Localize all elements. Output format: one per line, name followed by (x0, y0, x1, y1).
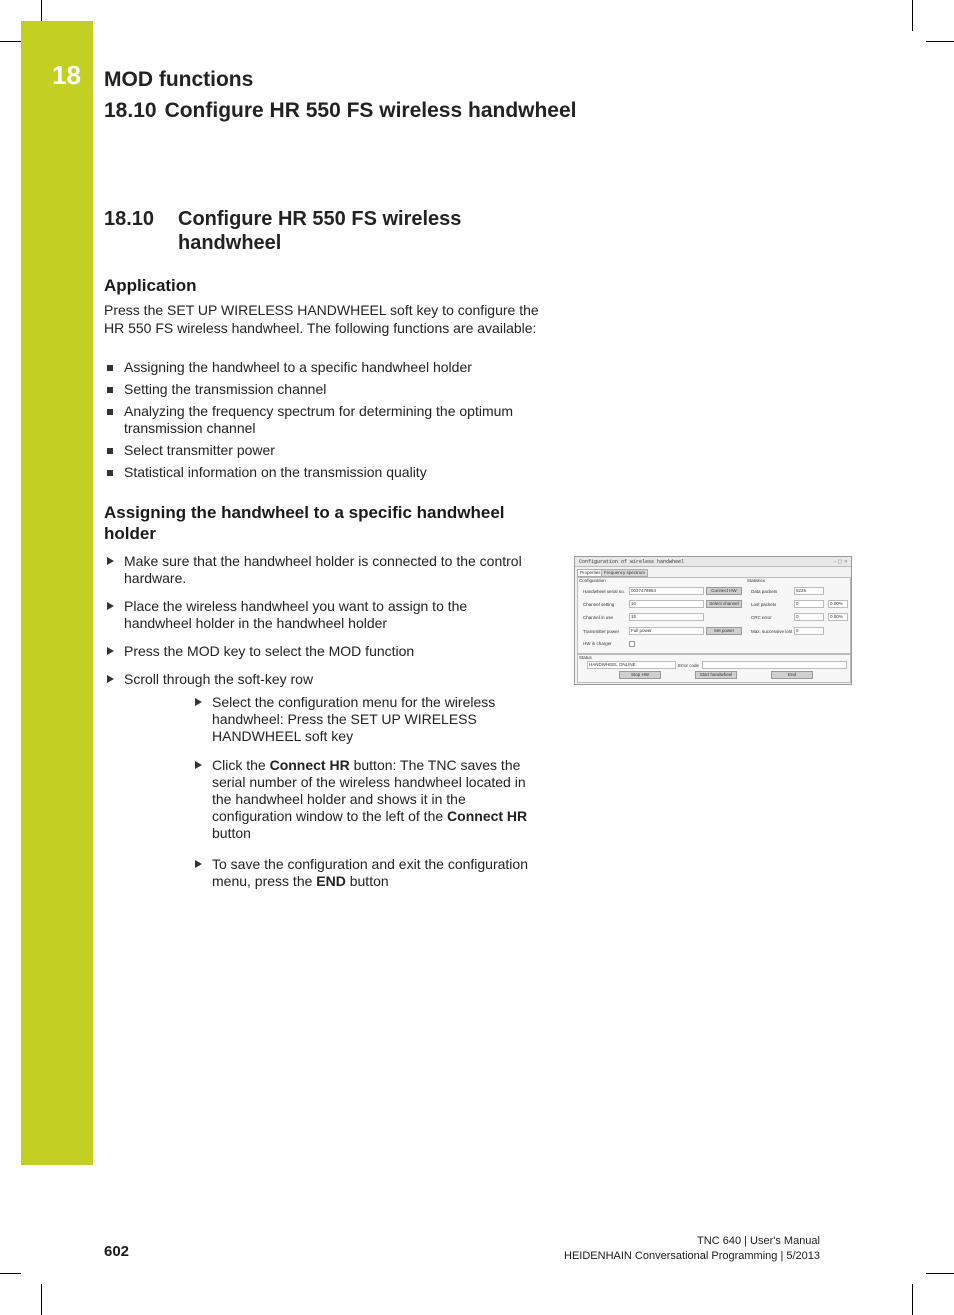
crop-mark (912, 1284, 913, 1315)
footer-manual: TNC 640 | User's Manual (697, 1235, 820, 1247)
footer-publisher: HEIDENHAIN Conversational Programming | 5/2013 (564, 1250, 820, 1262)
substep-arrow-icon (195, 860, 202, 868)
lost-packets-label: Lost packets (751, 602, 777, 607)
max-lost-label: Max. successive lost (751, 629, 793, 634)
bullet-item: Assigning the handwheel to a specific handwheel holder (124, 359, 472, 375)
crop-mark (926, 1273, 954, 1274)
step-item: Make sure that the handwheel holder is connected to the control hardware. (124, 553, 522, 586)
connect-hr-label: Connect HR (447, 808, 528, 824)
connect-hr-label: Connect HR (269, 757, 350, 773)
crop-mark (912, 0, 913, 31)
stop-hw-button[interactable]: Stop HW (619, 671, 661, 679)
config-window-screenshot (574, 556, 852, 685)
crop-mark (0, 1273, 21, 1274)
bullet-icon (107, 448, 113, 454)
chapter-title: MOD functions (104, 68, 254, 91)
bullet-item: Select transmitter power (124, 442, 275, 458)
running-section-number: 18.10 (104, 99, 157, 122)
error-code-field (702, 661, 847, 669)
error-code-label: Error code (678, 663, 700, 668)
crc-error-field: 0 (794, 613, 824, 621)
step-arrow-icon (107, 675, 114, 683)
chapter-number: 18 (52, 60, 81, 90)
section-number: 18.10 (104, 208, 155, 230)
channel-in-use-field: 16 (629, 613, 704, 621)
substep-arrow-icon (195, 761, 202, 769)
substep-item: Select the configuration menu for the wireless handwheel: Press the SET UP WIRELESS HANDWHEEL soft key (212, 694, 496, 744)
set-power-button[interactable]: Set power (706, 627, 742, 635)
bullet-icon (107, 365, 113, 371)
section-title: Configure HR 550 FS wireless handwheel (178, 208, 462, 254)
serial-label: Handwheel serial no. (583, 589, 626, 594)
step-arrow-icon (107, 557, 114, 565)
crop-mark (926, 41, 954, 42)
substep-item: Click the Connect HR button: The TNC saves the serial number of the wireless handwheel located in the handwheel holder and shows it in the configuration window to the left of the Connect HR button (212, 757, 528, 841)
bullet-icon (107, 387, 113, 393)
bullet-item: Analyzing the frequency spectrum for determining the optimum transmission channel (124, 403, 514, 436)
crc-error-percent: 0.00% (828, 613, 848, 621)
tab-frequency-spectrum[interactable]: Frequency spectrum (601, 569, 648, 577)
substep-arrow-icon (195, 698, 202, 706)
statistics-group-label: Statistics (747, 578, 766, 583)
transmitter-power-label: Transmitter power (583, 629, 620, 634)
hw-in-charger-checkbox[interactable] (629, 641, 635, 647)
crc-error-label: CRC error (751, 615, 772, 620)
channel-setting-field[interactable]: 10 (629, 600, 704, 608)
select-channel-button[interactable]: Select channel (706, 600, 742, 608)
status-field: HANDWHEEL ONLINE (587, 661, 676, 669)
lost-packets-field: 0 (794, 600, 824, 608)
bullet-item: Setting the transmission channel (124, 381, 327, 397)
page-number: 602 (104, 1243, 130, 1260)
lost-packets-percent: 0.00% (828, 600, 848, 608)
crop-mark (41, 0, 42, 21)
application-intro: Press the SET UP WIRELESS HANDWHEEL soft key to configure the HR 550 FS wireless handwheel. The following functions are available: (104, 302, 539, 336)
start-handwheel-button[interactable]: Start handwheel (695, 671, 737, 679)
status-group-label: Status (579, 655, 592, 660)
channel-in-use-label: Channel in use (583, 615, 614, 620)
chapter-side-bar (21, 21, 93, 1165)
crop-mark (41, 1284, 42, 1315)
step-arrow-icon (107, 647, 114, 655)
assigning-heading: Assigning the handwheel to a specific handwheel holder (104, 503, 505, 543)
end-label: END (316, 873, 346, 889)
tab-properties[interactable]: Properties (577, 569, 604, 577)
window-controls-icon: – ▢ ✕ (833, 559, 848, 565)
crop-mark (0, 41, 21, 42)
bullet-item: Statistical information on the transmission quality (124, 464, 427, 480)
substep-item: To save the configuration and exit the configuration menu, press the END button (212, 856, 528, 889)
channel-setting-label: Channel setting (583, 602, 615, 607)
step-item: Place the wireless handwheel you want to assign to the handwheel holder in the handwheel holder (124, 598, 468, 631)
end-button[interactable]: End (771, 671, 813, 679)
max-lost-field: 0 (794, 627, 824, 635)
window-titlebar (575, 557, 851, 567)
window-title: Configuration of wireless handwheel (579, 559, 685, 565)
transmitter-power-field[interactable]: Full power (629, 627, 704, 635)
step-item: Press the MOD key to select the MOD function (124, 643, 415, 659)
running-section-title (104, 99, 577, 123)
configuration-group-label: Configuration (579, 578, 606, 583)
serial-field[interactable]: 0037478964 (629, 587, 704, 595)
step-item: Scroll through the soft-key row (124, 671, 314, 687)
step-arrow-icon (107, 602, 114, 610)
connect-hw-button[interactable]: Connect HW (706, 587, 742, 595)
bullet-icon (107, 470, 113, 476)
running-section-text: Configure HR 550 FS wireless handwheel (164, 99, 577, 122)
hw-in-charger-label: HW in charger (583, 641, 612, 646)
data-packets-label: Data packets (751, 589, 778, 594)
application-heading: Application (104, 276, 197, 295)
bullet-icon (107, 409, 113, 415)
data-packets-field: 5226 (794, 587, 824, 595)
